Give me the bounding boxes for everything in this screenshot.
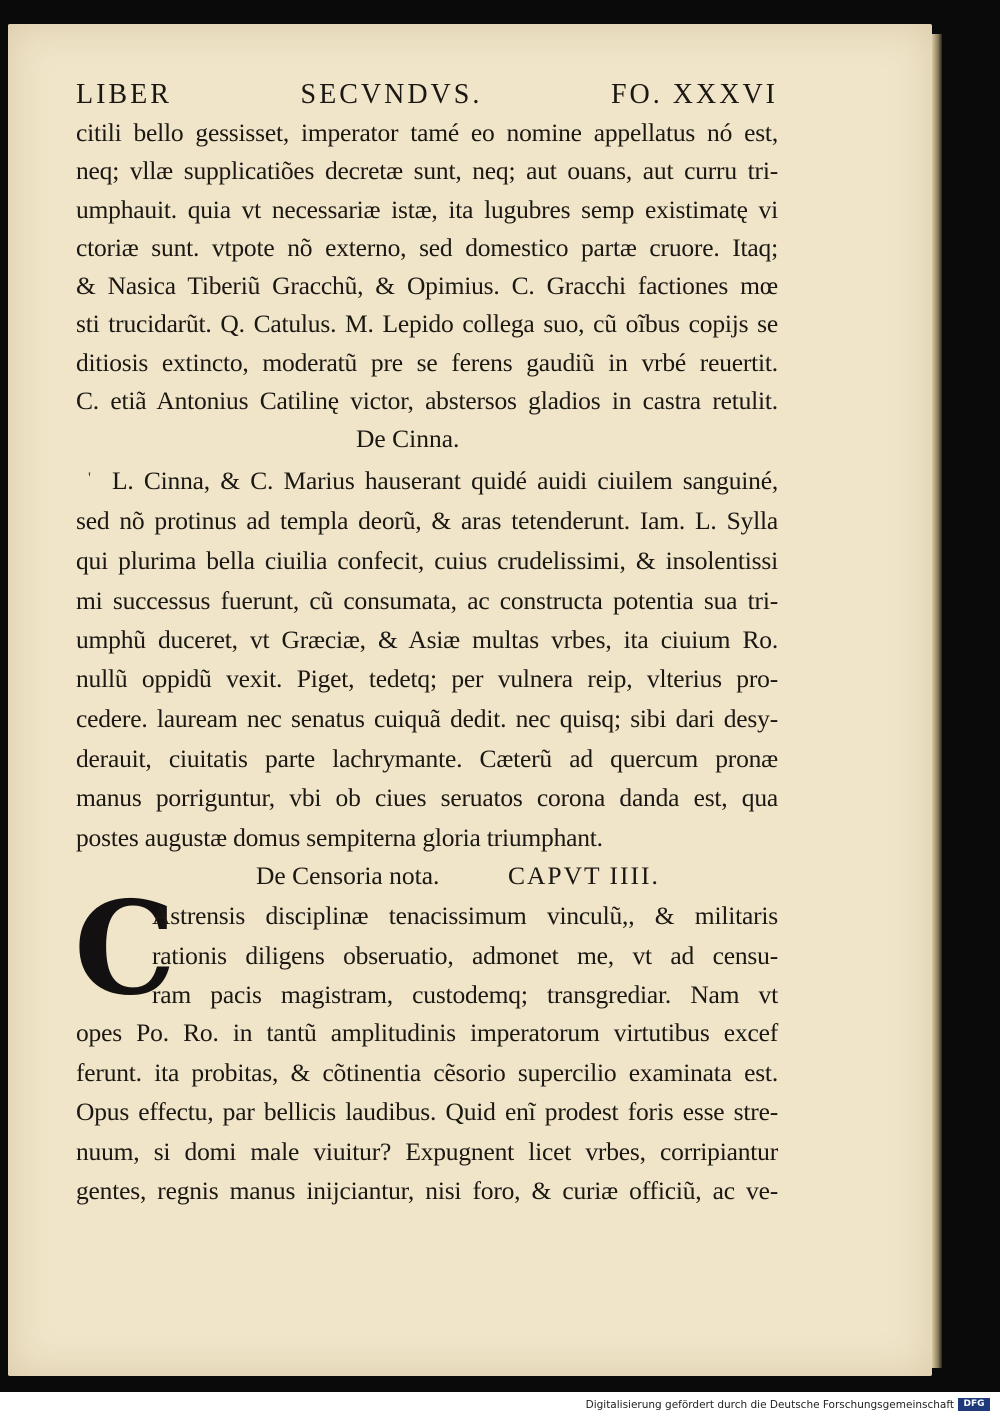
section-heading-cinna: De Cinna. — [356, 424, 460, 453]
text-line: C. etiã Antonius Catilinę victor, abstersos gladios in castra retulit. — [76, 386, 778, 415]
running-head-center: SECVNDVS. — [300, 79, 483, 110]
text-line: sed nõ protinus ad templa deorũ, & aras tetenderunt. Iam. L. Sylla — [76, 506, 778, 535]
text-line: L. Cinna, & C. Marius hauserant quidé auidi ciuilem sanguiné, — [112, 466, 778, 495]
text-line: derauit, ciuitatis parte lachrymante. Cæterũ ad quercum pronæ — [76, 744, 778, 773]
text-line: rationis diligens obseruatio, admonet me, vt ad censu- — [152, 941, 778, 970]
page-edge — [932, 34, 942, 1368]
text-line: ram pacis magistram, custodemq; transgrediar. Nam vt — [152, 980, 778, 1009]
text-line: postes augustæ domus sempiterna gloria triumphant. — [76, 823, 603, 852]
drop-capital: C — [74, 874, 176, 1024]
running-head — [76, 77, 778, 113]
dfg-logo-icon: DFG — [958, 1398, 990, 1411]
text-line: umphũ duceret, vt Græciæ, & Asiæ multas vrbes, ita ciuium Ro. — [76, 625, 778, 654]
text-line: mi successus fuerunt, cũ consumata, ac constructa potentia sua tri- — [76, 586, 778, 615]
running-head-right: FO. XXXVI — [610, 79, 778, 110]
chapter-number: CAPVT IIII. — [508, 861, 660, 890]
text-line: Opus effectu, par bellicis laudibus. Quid enĩ prodest foris esse stre- — [76, 1097, 778, 1126]
text-line: citili bello gessisset, imperator tamé eo nomine appellatus nó est, — [76, 118, 778, 147]
text-line: manus porriguntur, vbi ob ciues seruatos corona danda est, qua — [76, 783, 778, 812]
text-line: ctoriæ sunt. vtpote nõ externo, sed domestico partæ cruore. Itaq; — [76, 233, 778, 262]
text-line: neq; vllæ supplicatiões decretæ sunt, neq; aut ouans, aut curru tri- — [76, 156, 778, 185]
text-line: Astrensis disciplinæ tenacissimum vinculũ,, & militaris — [152, 901, 778, 930]
text-line: & Nasica Tiberiũ Gracchũ, & Opimius. C. Gracchi factiones mœ — [76, 271, 778, 300]
text-line: gentes, regnis manus inijciantur, nisi foro, & curiæ officiũ, ac ve- — [76, 1176, 778, 1205]
running-head-left: LIBER — [76, 79, 172, 110]
text-line: sti trucidarũt. Q. Catulus. M. Lepido collega suo, cũ oĩbus copijs se — [76, 309, 778, 338]
text-line: nullũ oppidũ vexit. Piget, tedetq; per vulnera reip, vlterius pro- — [76, 664, 778, 693]
footer-credit: Digitalisierung gefördert durch die Deutsche Forschungsgemeinschaft — [585, 1399, 954, 1411]
margin-mark: ' — [88, 470, 91, 487]
text-line: ferunt. ita probitas, & cõtinentia cẽsorio supercilio examinata est. — [76, 1058, 778, 1087]
chapter-title: De Censoria nota. — [256, 861, 440, 890]
text-line: nuum, si domi male viuitur? Expugnent licet vrbes, corripiantur — [76, 1137, 778, 1166]
text-line: umphauit. quia vt necessariæ istæ, ita lugubres semp existimatę vi — [76, 195, 778, 224]
text-line: qui plurima bella ciuilia confecit, cuius crudelissimi, & insolentissi — [76, 546, 778, 575]
text-line: opes Po. Ro. in tantũ amplitudinis imperatorum virtutibus excef — [76, 1018, 778, 1047]
text-line: cedere. lauream nec senatus cuiquã dedit. nec quisq; sibi dari desy- — [76, 704, 778, 733]
text-line: ditiosis extincto, moderatũ pre se ferens gaudiũ in vrbé reuertit. — [76, 348, 778, 377]
